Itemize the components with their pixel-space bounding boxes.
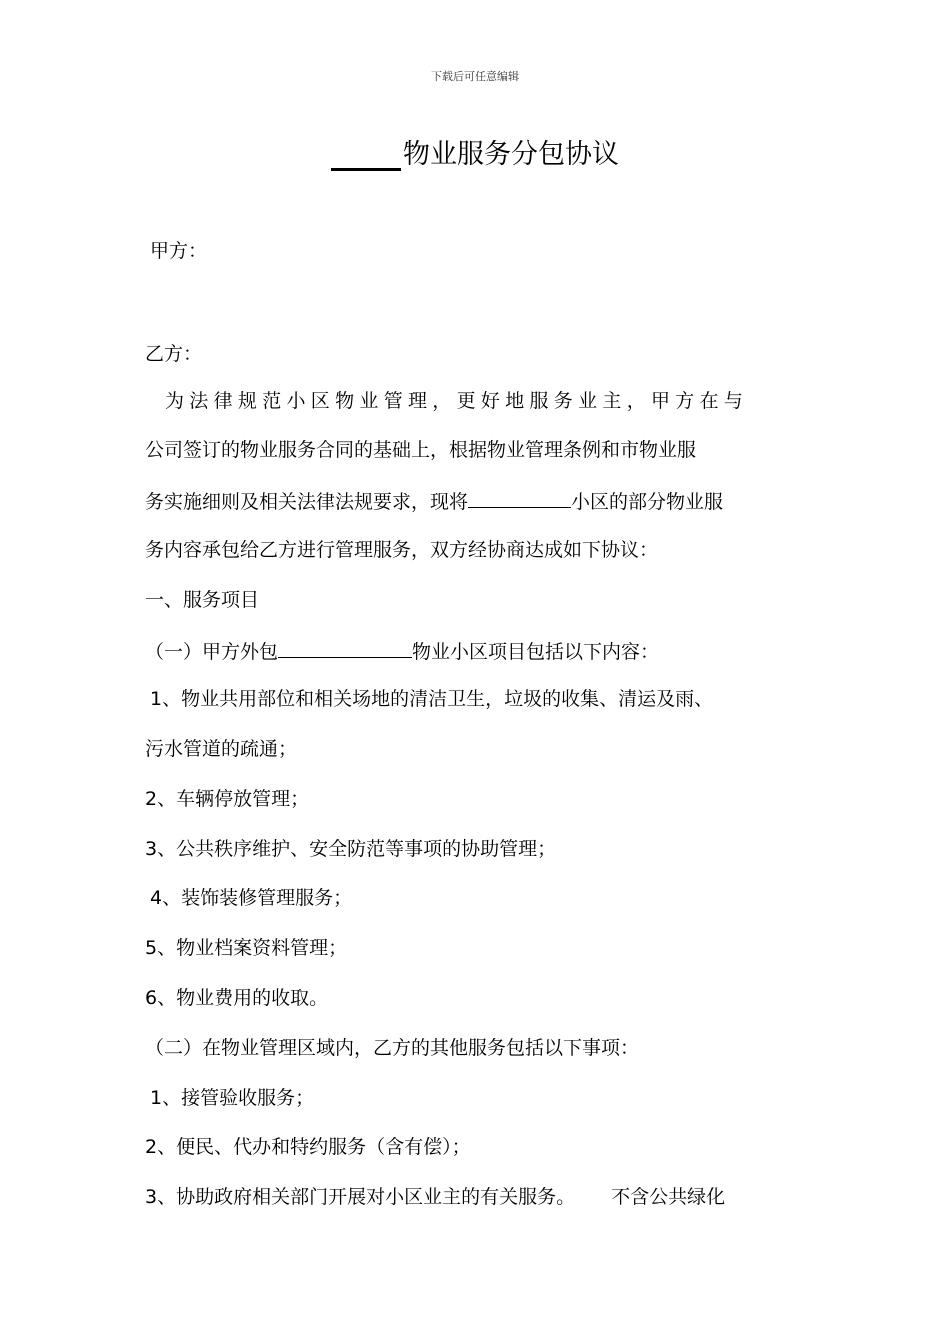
page-header: 下载后可任意编辑 xyxy=(431,70,519,83)
list-item xyxy=(145,1184,725,1210)
list-item: 1、物业共用部位和相关场地的清洁卫生，垃圾的收集、清运及雨、 xyxy=(150,688,714,710)
list-item: 3、公共秩序维护、安全防范等事项的协助管理； xyxy=(145,838,557,860)
list-item: 污水管道的疏通； xyxy=(145,738,298,760)
intro-line-3a: 务实施细则及相关法律法规要求，现将 xyxy=(145,491,469,513)
community-blank xyxy=(468,487,571,508)
title-text: 物业服务分包协议 xyxy=(403,139,619,170)
list-item: 2、车辆停放管理； xyxy=(145,788,310,810)
party-a-label: 甲方： xyxy=(150,240,208,262)
list-item-part: 3、协助政府相关部门开展对小区业主的有关服务。 xyxy=(145,1186,576,1208)
intro-line-1: 为法律规范小区物业管理，更好地服务业主，甲方在与 xyxy=(165,390,749,412)
intro-line-2: 公司签订的物业服务合同的基础上，根据物业管理条例和市物业服 xyxy=(145,439,697,461)
subsection-1b: 物业小区项目包括以下内容： xyxy=(412,641,660,663)
list-item: 1、接管验收服务； xyxy=(150,1087,315,1109)
list-item: 2、便民、代办和特约服务（含有偿）； xyxy=(145,1136,471,1158)
section-heading-1: 一、服务项目 xyxy=(145,589,260,611)
title-blank xyxy=(331,140,401,171)
intro-line-3b: 小区的部分物业服 xyxy=(571,491,724,513)
subsection-1 xyxy=(145,637,659,665)
intro-line-4: 务内容承包给乙方进行管理服务，双方经协商达成如下协议： xyxy=(145,539,659,561)
list-item: 5、物业档案资料管理； xyxy=(145,937,348,959)
list-item-part: 不含公共绿化 xyxy=(611,1186,726,1208)
project-blank xyxy=(278,637,412,658)
subsection-1a: （一）甲方外包 xyxy=(145,641,279,663)
list-item: 6、物业费用的收取。 xyxy=(145,987,329,1009)
subsection-2: （二）在物业管理区域内，乙方的其他服务包括以下事项： xyxy=(145,1037,640,1059)
intro-line-3 xyxy=(145,487,723,515)
party-b-label: 乙方： xyxy=(145,343,203,365)
list-item: 4、装饰装修管理服务； xyxy=(150,887,353,909)
document-title xyxy=(0,132,950,171)
